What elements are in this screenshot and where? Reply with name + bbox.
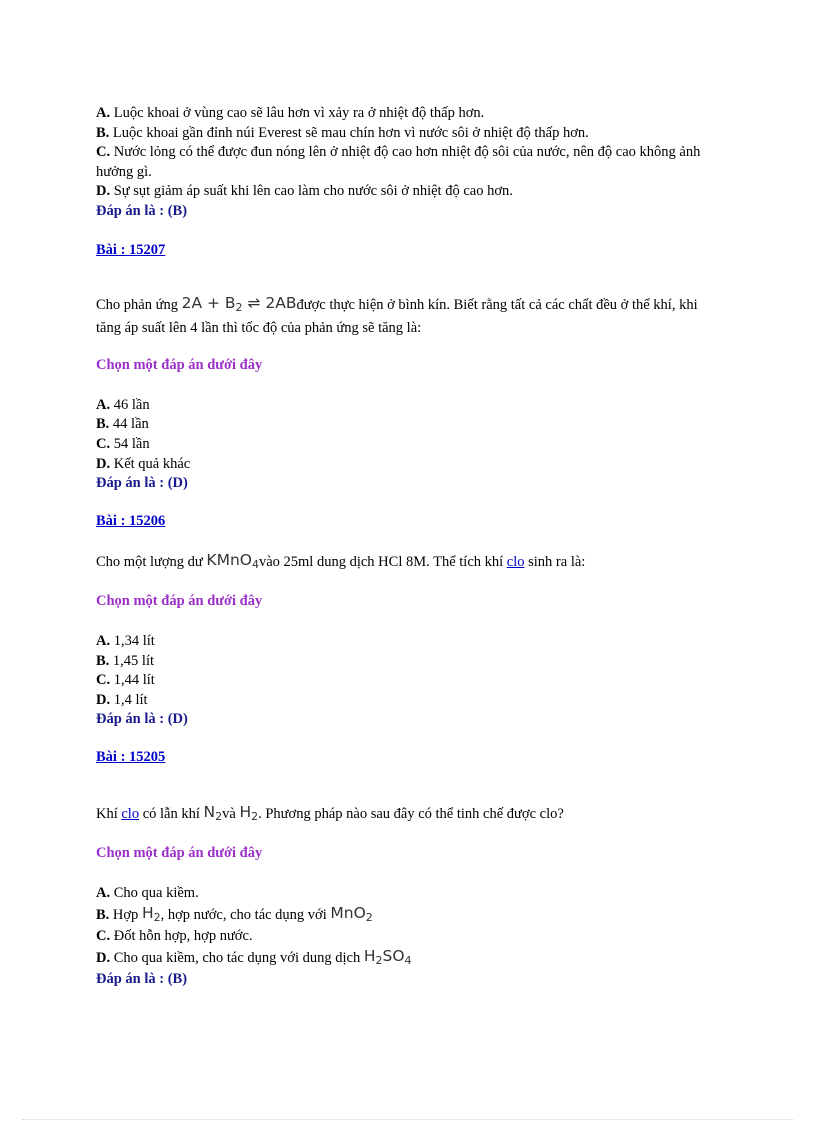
- options-list: [96, 884, 720, 970]
- option-c: C. 54 lần: [96, 435, 150, 452]
- h2-formula: $H_2$: [239, 803, 259, 824]
- question-text: Khí clo có lẫn khí $N_2và$ $H_2$. Phương pháp nào sau đây có thể tinh chế được clo?: [96, 803, 564, 824]
- h2-formula: $H_2$: [141, 903, 161, 924]
- kmno4-formula: KMnO$_4$: [206, 551, 259, 572]
- footer-divider: [22, 1119, 794, 1120]
- question-title-link[interactable]: Bài : 15206: [96, 512, 166, 529]
- reaction-formula: $2A + B_2$ ⇌ 2AB: [181, 294, 297, 315]
- option-b: B. Hợp $H_2$, hợp nước, cho tác dụng với MnO$_2$: [96, 903, 373, 924]
- question-title-link[interactable]: Bài : 15205: [96, 748, 166, 765]
- option-b: B. 44 lần: [96, 416, 149, 433]
- option-a: A. Luộc khoai ở vùng cao sẽ lâu hơn vì xảy ra ở nhiệt độ thấp hơn.: [96, 105, 485, 121]
- options-list: [96, 396, 720, 474]
- question-text: Cho một lượng dư KMnO$_4$vào 25ml dung dịch HCl 8M. Thể tích khí clo sinh ra là:: [96, 551, 586, 572]
- options-list: [96, 632, 720, 710]
- choose-instruction: Chọn một đáp án dưới đây: [96, 357, 263, 374]
- answer-line: Đáp án là : (D): [96, 711, 188, 728]
- answer-line: Đáp án là : (B): [96, 971, 188, 988]
- option-d: D. Sự sụt giảm áp suất khi lên cao làm cho nước sôi ở nhiệt độ cao hơn.: [96, 183, 513, 200]
- answer-line: Đáp án là : (D): [96, 475, 188, 492]
- option-c: C. 1,44 lít: [96, 672, 155, 689]
- h2so4-formula: $H_2SO_4$: [363, 946, 412, 967]
- option-a: A. 46 lần: [96, 396, 150, 413]
- option-c: C. Đốt hỗn hợp, hợp nước.: [96, 928, 253, 945]
- clo-link[interactable]: clo: [121, 806, 140, 823]
- prev-question-options: [96, 104, 720, 222]
- choose-instruction: Chọn một đáp án dưới đây: [96, 845, 263, 862]
- question-title-link[interactable]: Bài : 15207: [96, 241, 166, 258]
- n2-formula: $N_2$: [203, 803, 223, 824]
- option-c: C. Nước lỏng có thể được đun nóng lên ở nhiệt độ cao hơn nhiệt độ sôi của nước, nên độ cao không ảnh hưởng gì.: [96, 144, 701, 180]
- choose-instruction: Chọn một đáp án dưới đây: [96, 593, 263, 610]
- question-text: Cho phản ứng $2A + B_2$ ⇌ 2ABđược thực hiện ở bình kín. Biết rằng tất cả các chất đều ở thể khí, khi tăng áp suất lên 4 lần thì tốc độ của phản ứng sẽ tăng là:: [96, 294, 698, 337]
- option-b: B. Luộc khoai gần đỉnh núi Everest sẽ mau chín hơn vì nước sôi ở nhiệt độ thấp hơn.: [96, 124, 589, 141]
- option-d: D. Cho qua kiềm, cho tác dụng với dung dịch $H_2SO_4$: [96, 946, 412, 967]
- option-a: A. Cho qua kiềm.: [96, 885, 199, 902]
- answer-line: Đáp án là : (B): [96, 202, 188, 219]
- option-d: D. 1,4 lít: [96, 691, 148, 708]
- option-d: D. Kết quả khác: [96, 455, 191, 472]
- document-body: [96, 104, 720, 990]
- option-a: A. 1,34 lít: [96, 632, 155, 649]
- clo-link[interactable]: clo: [506, 554, 525, 571]
- mno2-formula: MnO$_2$: [330, 903, 373, 924]
- option-b: B. 1,45 lít: [96, 652, 155, 669]
